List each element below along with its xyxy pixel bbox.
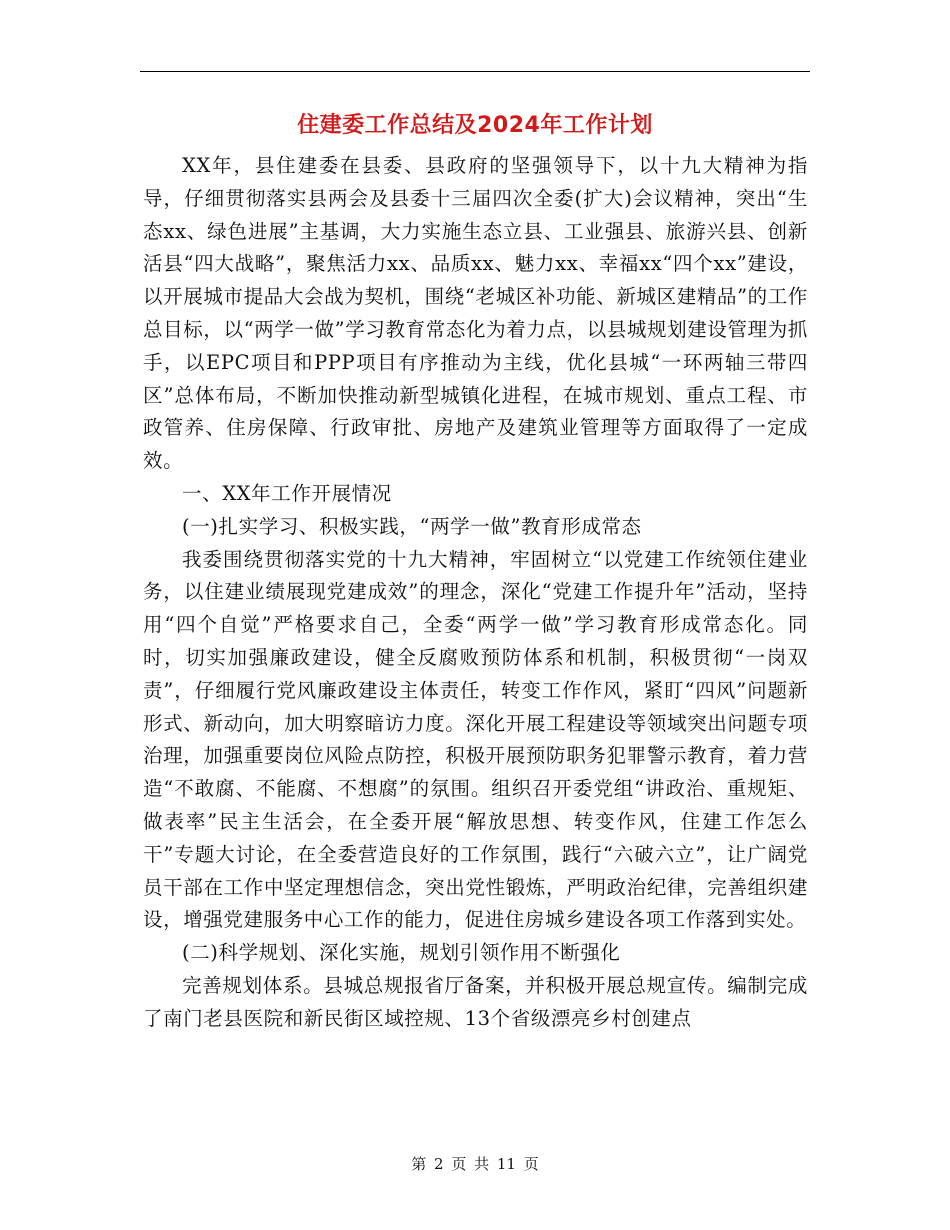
subsection-heading-2: (二)科学规划、深化实施，规划引领作用不断强化 <box>182 941 621 965</box>
subsection-heading-1: (一)扎实学习、积极实践，“两学一做”教育形成常态 <box>182 514 642 538</box>
document-body <box>143 150 808 1036</box>
document-title: 住建委工作总结及2024年工作计划 <box>297 113 653 138</box>
page-number: 第 2 页 共 11 页 <box>411 1155 539 1173</box>
section-heading: 一、XX年工作开展情况 <box>182 481 392 505</box>
planning-paragraph: 完善规划体系。县城总规报省厅备案，并积极开展总规宣传。编制完成了南门老县医院和新民街区域控规、13个省级漂亮乡村创建点 <box>143 973 808 1030</box>
header-rule <box>140 71 810 72</box>
party-building-paragraph: 我委围绕贯彻落实党的十九大精神，牢固树立“以党建工作统领住建业务，以住建业绩展现党建成效”的理念，深化“党建工作提升年”活动，坚持用“四个自觉”严格要求自己，全委“两学一做”学习教育形成常态化。同时，切实加强廉政建设，健全反腐败预防体系和机制，积极贯彻“一岗双责”，仔细履行党风廉政建设主体责任，转变工作作风，紧盯“四风”问题新形式、新动向，加大明察暗访力度。深化开展工程建设等领域突出问题专项治理，加强重要岗位风险点防控，积极开展预防职务犯罪警示教育，着力营造“不敢腐、不能腐、不想腐”的氛围。组织召开委党组“讲政治、重规矩、做表率”民主生活会，在全委开展“解放思想、转变作风，住建工作怎么干”专题大讨论，在全委营造良好的工作氛围，践行“六破六立”，让广阔党员干部在工作中坚定理想信念，突出党性锻炼，严明政治纪律，完善组织建设，增强党建服务中心工作的能力，促进住房城乡建设各项工作落到实处。 <box>143 547 808 932</box>
intro-paragraph: XX年，县住建委在县委、县政府的坚强领导下，以十九大精神为指导，仔细贯彻落实县两会及县委十三届四次全委(扩大)会议精神，突出“生态xx、绿色进展”主基调，大力实施生态立县、工业强县、旅游兴县、创新活县“四大战略”，聚焦活力xx、品质xx、魅力xx、幸福xx“四个xx”建设，以开展城市提品大会战为契机，围绕“老城区补功能、新城区建精品”的工作总目标，以“两学一做”学习教育常态化为着力点，以县城规划建设管理为抓手，以EPC项目和PPP项目有序推动为主线，优化县城“一环两轴三带四区”总体布局，不断加快推动新型城镇化进程，在城市规划、重点工程、市政管养、住房保障、行政审批、房地产及建筑业管理等方面取得了一定成效。 <box>143 154 808 473</box>
